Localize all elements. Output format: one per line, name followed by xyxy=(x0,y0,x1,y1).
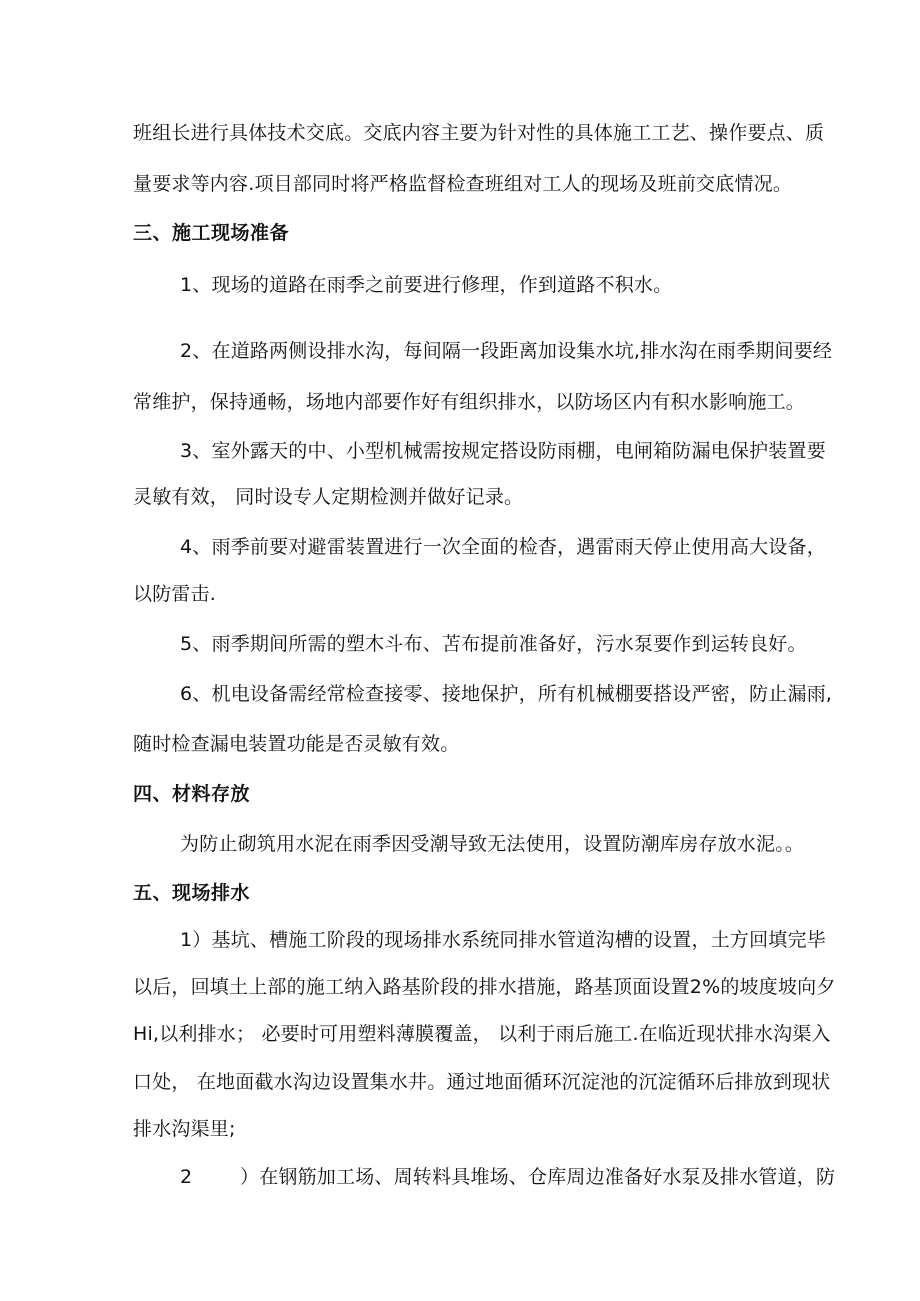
section-5-item-1-line-4: 口处， 在地面截水沟边设置集水井。通过地面循环沉淀池的沉淀循环后排放到现状 xyxy=(133,1071,831,1093)
section-5-item-1-line-3: Hi,以利排水； 必要时可用塑料薄膜覆盖， 以利于雨后施工.在临近现状排水沟渠入 xyxy=(133,1023,831,1045)
intro-line-2: 量要求等内容.项目部同时将严格监督检查班组对工人的现场及班前交底情况。 xyxy=(133,173,793,195)
section-3-heading: 三、施工现场准备 xyxy=(133,222,290,244)
section-3-item-4-line-1: 4、雨季前要对避雷装置进行一次全面的检杳，遇雷雨天停止使用高大设备， xyxy=(180,536,826,558)
section-4-paragraph: 为防止砌筑用水泥在雨季因受潮导致无法使用，设置防潮库房存放水泥。。 xyxy=(180,833,805,855)
section-3-item-3-line-1: 3、室外露天的中、小型机械需按规定搭设防雨棚，电闸箱防漏电保护装置要 xyxy=(180,440,826,462)
section-5-item-1-line-5: 排水沟渠里; xyxy=(133,1118,236,1140)
section-3-item-3-line-2: 灵敏有效， 同时设专人定期检测并做好记录。 xyxy=(133,486,524,508)
section-3-item-6-line-2: 随时检查漏电装置功能是否灵敏有效。 xyxy=(133,733,460,755)
section-4-heading: 四、材料存放 xyxy=(133,783,251,805)
section-3-item-6-line-1: 6、机电设备需经常检查接零、接地保护，所有机械棚要搭设严密，防止漏雨, xyxy=(180,683,833,705)
section-3-item-4-line-2: 以防雷击. xyxy=(133,583,217,605)
section-5-item-2-text: ）在钢筋加工场、周转料具堆场、仓库周边准备好水泵及排水管道，防 xyxy=(240,1166,836,1188)
section-3-item-2-line-2: 常维护，保持通畅，场地内部要作好有组织排水，以防场区内有积水影响施工。 xyxy=(133,391,806,413)
section-5-item-2-number: 2 xyxy=(180,1166,193,1188)
section-3-item-5-line-1: 5、雨季期间所需的塑木斗布、苫布提前准备好，污水泵要作到运转良好。 xyxy=(180,633,807,655)
section-3-item-2-line-1: 2、在道路两侧设排水沟，每间隔一段距离加设集水坑,排水沟在雨季期间要经 xyxy=(180,340,833,362)
section-5-heading: 五、现场排水 xyxy=(133,882,251,904)
intro-line-1: 班组长进行具体技术交底。交底内容主要为针对性的具体施工工艺、操作要点、质 xyxy=(133,122,825,144)
section-3-item-1-line-1: 1、现场的道路在雨季之前要进行修理，作到道路不积水。 xyxy=(180,274,673,296)
section-5-item-1-line-2: 以后，回填土上部的施工纳入路基阶段的排水措施，路基顶面设置2%的坡度坡向夕 xyxy=(133,976,836,998)
section-5-item-1-line-1: 1）基坑、槽施工阶段的现场排水系统同排水管道沟槽的设置，土方回填完毕 xyxy=(180,929,826,951)
